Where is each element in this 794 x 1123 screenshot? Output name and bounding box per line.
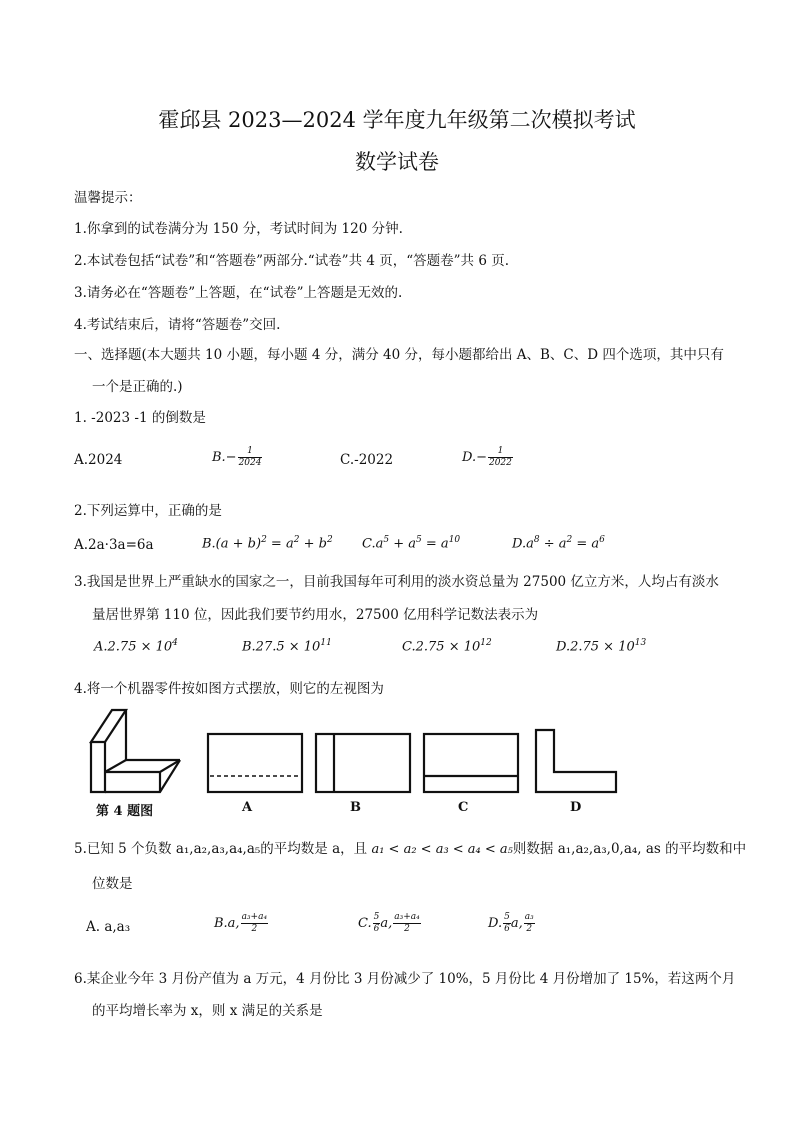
q1-b-fraction <box>238 446 263 469</box>
q2-option-c <box>362 535 460 551</box>
q5-c-prefix: C. <box>358 916 372 931</box>
q1-b-num: 1 <box>238 446 263 458</box>
q5-c-den2: 2 <box>404 924 410 934</box>
q2-stem: 2.下列运算中，正确的是 <box>74 503 222 519</box>
q3-b-base: B.27.5 × 10 <box>242 639 321 655</box>
tip-1: 1.你拿到的试卷满分为 150 分，考试时间为 120 分钟. <box>74 221 403 237</box>
q1-stem: 1. -2023 -1 的倒数是 <box>74 410 206 426</box>
q5-b-fraction <box>241 912 269 935</box>
q5-option-c <box>358 912 421 935</box>
q6-stem: 6.某企业今年 3 月份产值为 a 万元，4 月份比 3 月份减少了 10%，5 月份比 4 月份增加了 15%，若这两个月 <box>74 971 736 987</box>
q2-b-t2: = a <box>266 536 294 552</box>
q2-option-b <box>202 535 333 551</box>
q5-c-num2: a₃+a₄ <box>394 912 420 922</box>
q1-b-prefix: B.− <box>212 450 237 465</box>
q2-c-e3: 10 <box>448 535 461 545</box>
q2-d-e3: 6 <box>599 535 605 545</box>
q5-option-a: A. a,a₃ <box>86 919 131 935</box>
q1-option-b <box>212 446 262 469</box>
q2-option-a: A.2a·3a=6a <box>74 537 154 553</box>
q2-c-e2: 5 <box>416 535 422 545</box>
q1-b-den: 2024 <box>238 458 262 468</box>
q5-option-b <box>214 912 268 935</box>
q2-d-e2: 2 <box>566 535 573 545</box>
exam-title: 霍邱县 2023—2024 学年度九年级第二次模拟考试 <box>158 108 636 132</box>
tip-3: 3.请务必在“答题卷”上答题，在“试卷”上答题是无效的. <box>74 285 403 301</box>
tip-2: 2.本试卷包括“试卷”和“答题卷”两部分.“试卷”共 4 页，“答题卷”共 6 页. <box>74 253 510 269</box>
q5-c-frac2 <box>393 912 421 935</box>
q4-label-c: C <box>458 800 469 815</box>
tip-4: 4.考试结束后，请将“答题卷”交回. <box>74 317 281 333</box>
q5-d-den1: 6 <box>504 924 510 934</box>
q3-c-base: C.2.75 × 10 <box>402 639 481 655</box>
q4-stem: 4.将一个机器零件按如图方式摆放，则它的左视图为 <box>74 681 384 697</box>
q2-b-e3: 2 <box>326 535 333 545</box>
q4-figure <box>82 700 642 825</box>
q2-d-t2: ÷ a <box>539 536 567 552</box>
q2-b-t3: + b <box>299 536 327 552</box>
q3-a-base: A.2.75 × 10 <box>94 639 173 655</box>
q2-b-e1: 2 <box>261 535 267 545</box>
q5-stem-head: 5.已知 5 个负数 a₁,a₂,a₃,a₄,a₅的平均数是 a，且 <box>74 841 368 857</box>
q5-d-mid: a, <box>510 916 523 931</box>
q5-d-frac1 <box>503 912 511 935</box>
q5-inequality: a₁ < a₂ < a₃ < a₄ < a₅ <box>371 842 513 857</box>
q3-a-exp: 4 <box>172 638 178 648</box>
q2-d-t1: D.a <box>512 536 534 552</box>
section1-heading: 一、选择题(本大题共 10 小题，每小题 4 分，满分 40 分，每小题都给出 A、B、C、D 四个选项，其中只有 <box>74 347 724 363</box>
q5-c-den1: 6 <box>373 924 380 934</box>
q5-option-d <box>488 912 535 935</box>
q2-b-t1: B.(a + b) <box>202 536 262 552</box>
q2-c-e1: 5 <box>383 535 390 545</box>
q5-c-num1: 5 <box>373 912 380 922</box>
section1-heading-cont: 一个是正确的.) <box>92 379 183 395</box>
q1-d-den: 2022 <box>488 458 512 468</box>
q3-stem-cont: 量居世界第 110 位，因此我们要节约用水，27500 亿用科学记数法表示为 <box>92 607 539 623</box>
q5-d-num2: a₃ <box>524 912 534 922</box>
q3-stem: 3.我国是世界上严重缺水的国家之一，目前我国每年可利用的淡水资总量为 27500 亿立方米，人均占有淡水 <box>74 574 719 590</box>
q4-figure-drawing <box>82 700 642 800</box>
q2-c-t2: + a <box>389 536 417 552</box>
q5-d-prefix: D. <box>488 916 503 931</box>
q2-d-t3: = a <box>572 536 600 552</box>
q5-stem <box>74 837 746 857</box>
q5-d-frac2 <box>524 912 535 935</box>
q4-label-b: B <box>350 800 361 815</box>
q1-option-c: C.-2022 <box>340 452 394 468</box>
q3-c-exp: 12 <box>480 638 492 648</box>
q3-b-exp: 11 <box>320 638 332 648</box>
q3-option-b <box>242 638 332 654</box>
q5-b-num: a₃+a₄ <box>241 912 268 922</box>
q1-option-d <box>462 446 513 469</box>
q5-d-den2: 2 <box>526 924 533 934</box>
q3-option-a <box>94 638 178 654</box>
q5-stem-tail: 则数据 a₁,a₂,a₃,0,a₄, as 的平均数和中 <box>512 841 747 857</box>
q1-option-a: A.2024 <box>74 452 123 468</box>
q1-d-fraction <box>488 446 513 469</box>
q5-b-prefix: B.a, <box>214 916 240 931</box>
q1-d-num: 1 <box>488 446 513 458</box>
q6-stem-cont: 的平均增长率为 x，则 x 满足的关系是 <box>92 1003 323 1019</box>
q3-d-exp: 13 <box>634 638 647 648</box>
q2-d-e1: 8 <box>533 535 540 545</box>
tips-heading: 温馨提示： <box>74 190 142 206</box>
q5-stem-cont: 位数是 <box>92 876 133 892</box>
q3-option-d <box>556 638 646 654</box>
q4-label-d: D <box>570 800 582 815</box>
q3-option-c <box>402 638 492 654</box>
q5-d-num1: 5 <box>504 912 510 922</box>
exam-subtitle: 数学试卷 <box>355 150 439 174</box>
q4-fig-caption: 第 4 题图 <box>96 804 154 819</box>
q2-c-t1: C.a <box>362 536 384 552</box>
q1-d-prefix: D.− <box>462 450 487 465</box>
q2-option-d <box>512 535 605 551</box>
q5-c-mid: a, <box>380 916 393 931</box>
q3-d-base: D.2.75 × 10 <box>556 639 635 655</box>
q5-b-den: 2 <box>251 924 258 934</box>
q2-b-e2: 2 <box>293 535 300 545</box>
q2-c-t3: = a <box>421 536 449 552</box>
q4-label-a: A <box>242 800 253 815</box>
